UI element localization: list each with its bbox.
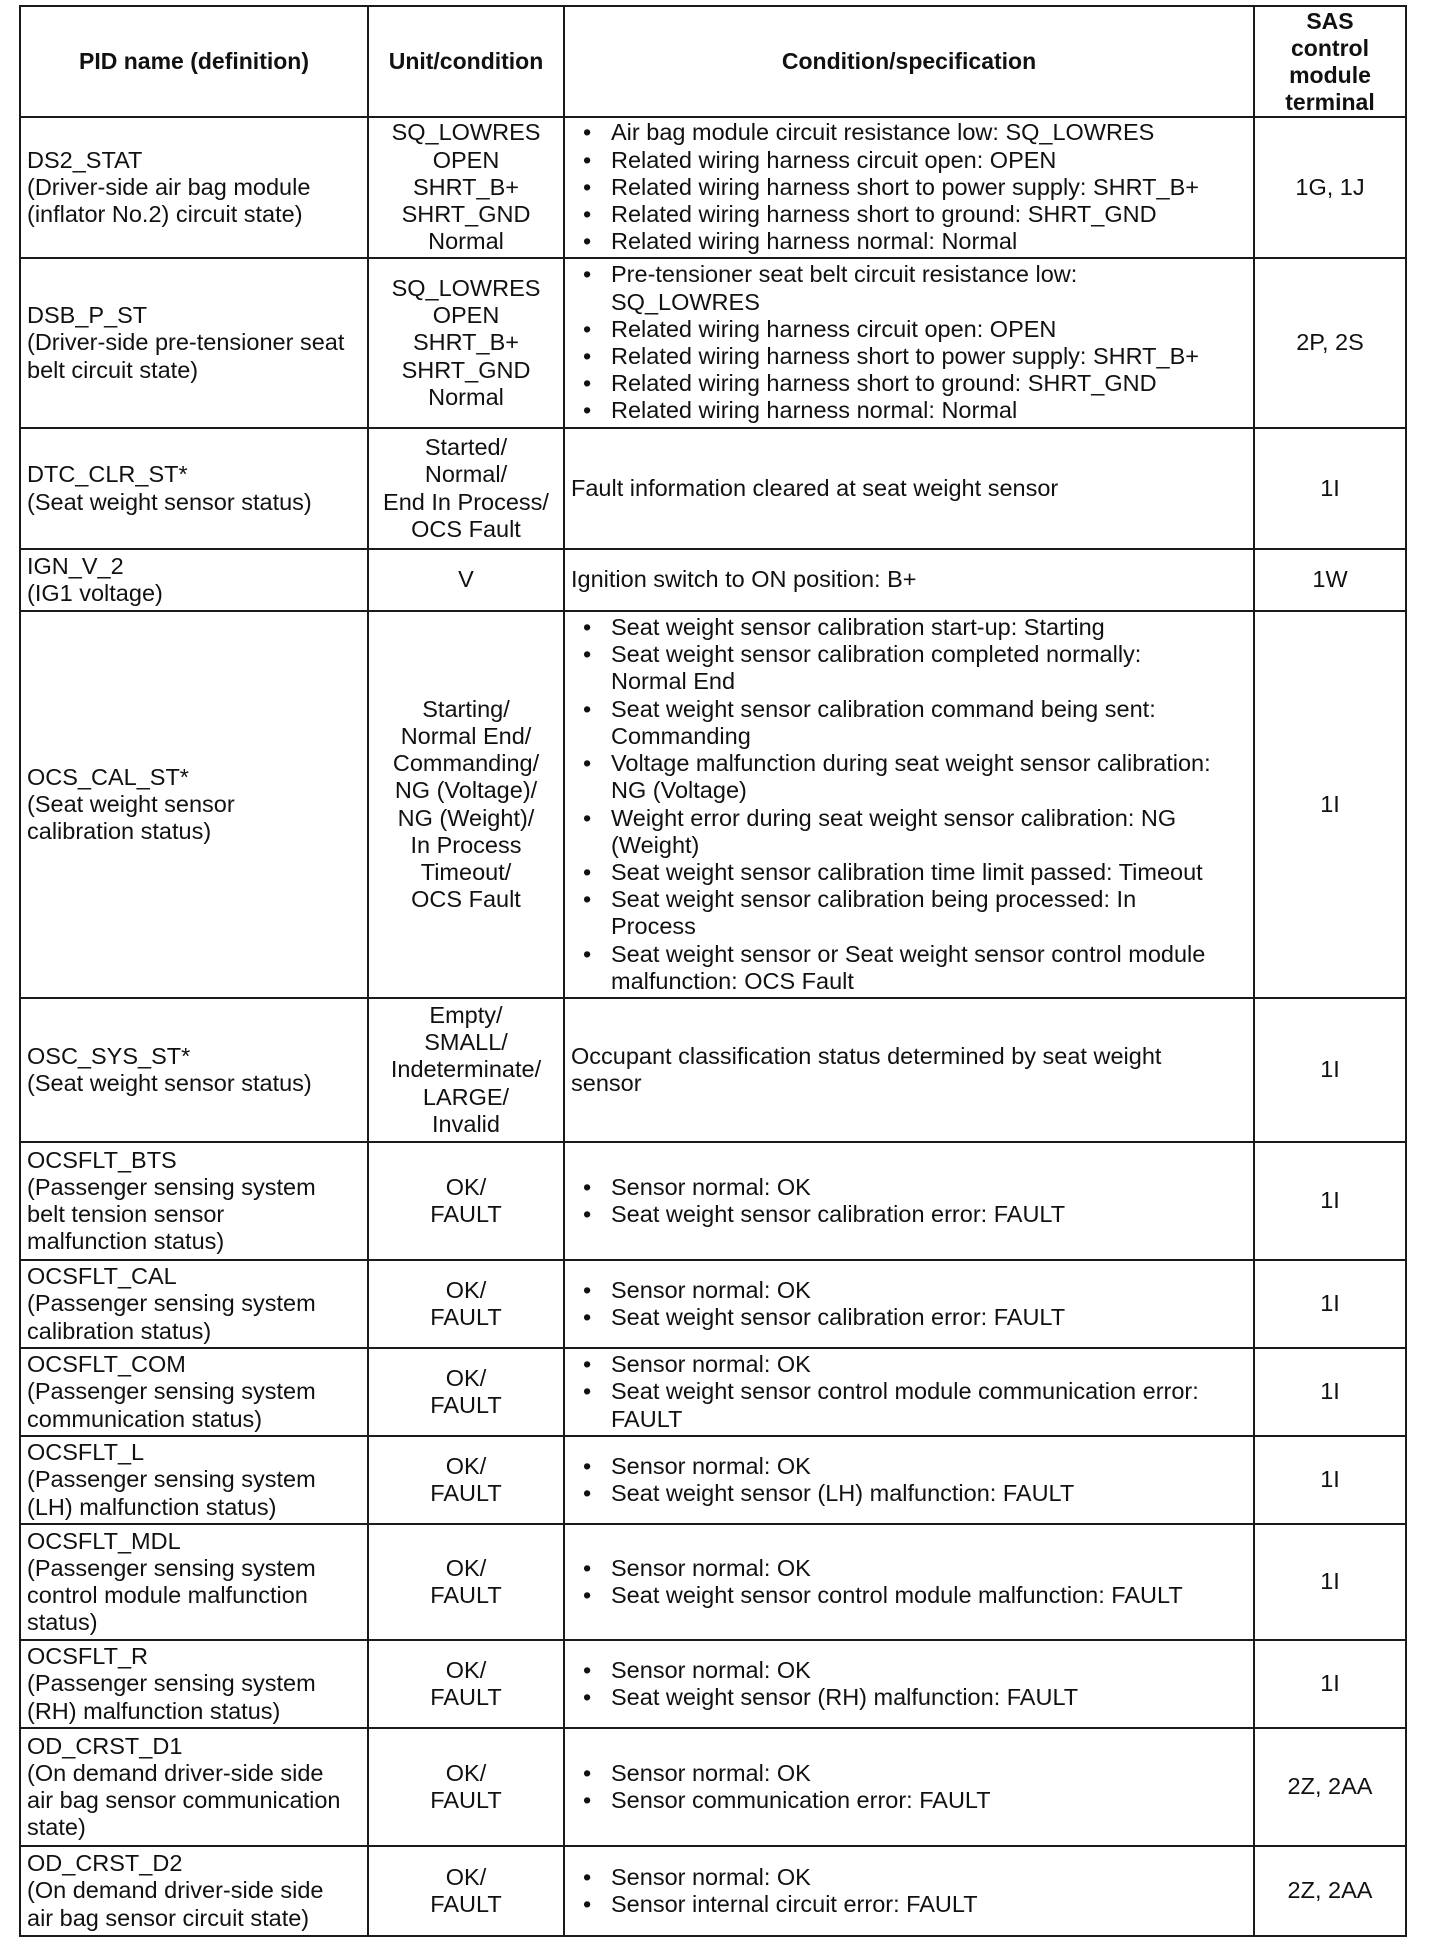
pid-specification-table <box>19 5 1407 1937</box>
condition-cell <box>564 1348 1254 1436</box>
condition-bullet <box>571 174 1253 201</box>
condition-text: • Seat weight sensor (RH) malfunction: FAULT <box>611 1684 1079 1710</box>
condition-text: • Related wiring harness normal: Normal <box>611 228 1018 255</box>
condition-text: • Sensor normal: OK <box>611 1452 811 1479</box>
condition-bullet <box>571 1684 1253 1711</box>
condition-bullet <box>571 750 1253 804</box>
condition-text: • Seat weight sensor calibration completed normally: <box>611 641 1142 668</box>
condition-bullet <box>571 1201 1253 1228</box>
condition-text: • Sensor normal: OK <box>611 1276 811 1303</box>
terminal-cell: 1I <box>1254 611 1406 998</box>
pid-definition: (Driver-side pre-tensioner seat <box>27 329 345 356</box>
condition-text: • Related wiring harness normal: Normal <box>611 397 1018 424</box>
condition-text: • Voltage malfunction during seat weight sensor calibration: <box>611 750 1211 777</box>
terminal-cell: 1I <box>1254 428 1406 549</box>
condition-text: • Seat weight sensor calibration command being sent: <box>611 695 1156 722</box>
table-row <box>20 1142 1406 1260</box>
unit-value: Normal End/ <box>400 722 532 749</box>
pid-name: DTC_CLR_ST* <box>27 461 188 488</box>
unit-cell <box>368 258 564 428</box>
pid-definition: (On demand driver-side side <box>27 1759 324 1786</box>
unit-value: Empty/ <box>429 1001 503 1028</box>
condition-cell <box>564 117 1254 258</box>
condition-text: • Related wiring harness short to power supply: SHRT_B+ <box>611 343 1200 369</box>
condition-bullet <box>571 1864 1253 1891</box>
pid-cell <box>20 1524 368 1640</box>
condition-text: sensor <box>571 1070 642 1096</box>
pid-definition: state) <box>27 1814 86 1841</box>
pid-definition: (Driver-side air bag module <box>27 173 311 200</box>
condition-text: • Seat weight sensor calibration error: FAULT <box>611 1201 1066 1227</box>
table-row <box>20 1640 1406 1728</box>
terminal-cell: 1I <box>1254 1142 1406 1260</box>
condition-text: • Related wiring harness circuit open: OPEN <box>611 146 1057 173</box>
condition-text: • Seat weight sensor calibration being processed: In <box>611 886 1137 913</box>
pid-definition: air bag sensor communication <box>27 1787 341 1813</box>
condition-text: NG (Voltage) <box>611 777 747 804</box>
condition-cell <box>564 428 1254 549</box>
condition-text: • Seat weight sensor control module communication error: <box>611 1378 1199 1405</box>
unit-value: OCS Fault <box>411 886 521 913</box>
condition-text: • Sensor normal: OK <box>611 1351 811 1378</box>
unit-cell <box>368 549 564 611</box>
condition-cell <box>564 1436 1254 1524</box>
pid-name: OCSFLT_L <box>27 1439 145 1466</box>
header-term-line: SAS <box>1306 7 1354 34</box>
unit-cell <box>368 1640 564 1728</box>
pid-definition: belt circuit state) <box>27 356 199 383</box>
pid-name: OCSFLT_CAL <box>27 1263 177 1290</box>
pid-definition: calibration status) <box>27 1317 212 1344</box>
terminal-cell: 1I <box>1254 1260 1406 1348</box>
unit-value: SQ_LOWRES <box>391 119 541 146</box>
condition-cell <box>564 1640 1254 1728</box>
table-row <box>20 1524 1406 1640</box>
condition-text: • Sensor communication error: FAULT <box>611 1787 991 1813</box>
unit-cell <box>368 611 564 998</box>
condition-bullet <box>571 1480 1253 1507</box>
condition-bullet <box>571 316 1253 343</box>
unit-value: SHRT_GND <box>401 356 531 383</box>
condition-text: • Related wiring harness short to ground: SHRT_GND <box>611 201 1157 228</box>
pid-name: OCSFLT_BTS <box>27 1146 177 1173</box>
unit-value: Timeout/ <box>420 858 512 885</box>
unit-value: FAULT <box>430 1480 502 1506</box>
condition-text: Occupant classification status determined by seat weight <box>571 1042 1162 1069</box>
condition-text: • Sensor normal: OK <box>611 1863 811 1890</box>
condition-bullet <box>571 941 1253 995</box>
condition-cell <box>564 998 1254 1142</box>
unit-value: FAULT <box>430 1392 502 1418</box>
terminal-cell: 1I <box>1254 1348 1406 1436</box>
condition-text: • Seat weight sensor calibration start-up: Starting <box>611 614 1105 641</box>
condition-text: • Sensor normal: OK <box>611 1656 811 1683</box>
unit-value: OK/ <box>445 1554 487 1581</box>
pid-name: OD_CRST_D2 <box>27 1850 183 1877</box>
condition-text: • Related wiring harness short to power supply: SHRT_B+ <box>611 173 1200 200</box>
unit-value: Starting/ <box>422 695 510 722</box>
table-row <box>20 117 1406 258</box>
terminal-cell: 1I <box>1254 1436 1406 1524</box>
terminal-cell: 1I <box>1254 1524 1406 1640</box>
condition-text: • Seat weight sensor calibration error: FAULT <box>611 1304 1066 1330</box>
pid-name: OCSFLT_MDL <box>27 1527 181 1554</box>
condition-text: malfunction: OCS Fault <box>611 967 854 994</box>
condition-bullet <box>571 641 1253 695</box>
unit-value: SHRT_B+ <box>412 173 519 200</box>
pid-definition: (On demand driver-side side <box>27 1877 324 1904</box>
unit-value: FAULT <box>430 1304 502 1330</box>
unit-cell <box>368 1436 564 1524</box>
table-row <box>20 428 1406 549</box>
terminal-cell: 1G, 1J <box>1254 117 1406 258</box>
condition-text: Fault information cleared at seat weight sensor <box>571 474 1059 501</box>
pid-cell <box>20 1728 368 1846</box>
condition-bullet <box>571 1891 1253 1918</box>
table-row <box>20 258 1406 428</box>
pid-cell <box>20 1260 368 1348</box>
condition-text: Ignition switch to ON position: B+ <box>571 566 917 593</box>
unit-value: Invalid <box>432 1110 500 1137</box>
pid-definition: (inflator No.2) circuit state) <box>27 201 303 228</box>
pid-definition: (Passenger sensing system <box>27 1466 316 1493</box>
terminal-cell: 2Z, 2AA <box>1254 1846 1406 1936</box>
condition-bullet <box>571 696 1253 750</box>
condition-text: • Seat weight sensor calibration time limit passed: Timeout <box>611 858 1203 885</box>
condition-text: • Related wiring harness circuit open: OPEN <box>611 315 1057 342</box>
condition-cell <box>564 1524 1254 1640</box>
condition-text: • Seat weight sensor or Seat weight sensor control module <box>611 940 1206 967</box>
unit-value: FAULT <box>430 1582 502 1608</box>
condition-text: • Pre-tensioner seat belt circuit resistance low: <box>611 261 1078 288</box>
table-row <box>20 1260 1406 1348</box>
unit-cell <box>368 1348 564 1436</box>
condition-bullet <box>571 343 1253 370</box>
pid-definition: calibration status) <box>27 818 212 845</box>
condition-bullet <box>571 614 1253 641</box>
condition-bullet <box>571 1174 1253 1201</box>
condition-text: • Sensor normal: OK <box>611 1554 811 1581</box>
header-term-line: control <box>1291 34 1369 61</box>
unit-cell <box>368 1524 564 1640</box>
unit-value: SMALL/ <box>424 1029 508 1056</box>
condition-bullet <box>571 147 1253 174</box>
pid-definition: (Passenger sensing system <box>27 1378 316 1405</box>
unit-cell <box>368 1728 564 1846</box>
unit-value: SHRT_B+ <box>412 329 519 356</box>
condition-text: Commanding <box>611 722 751 749</box>
pid-definition: (RH) malfunction status) <box>27 1697 281 1724</box>
pid-cell <box>20 998 368 1142</box>
unit-value: OK/ <box>445 1759 487 1786</box>
unit-cell <box>368 1260 564 1348</box>
pid-definition: (LH) malfunction status) <box>27 1493 277 1520</box>
unit-value: Indeterminate/ <box>390 1056 542 1083</box>
table-row <box>20 549 1406 611</box>
condition-text: FAULT <box>611 1405 683 1432</box>
unit-cell <box>368 428 564 549</box>
condition-bullet <box>571 228 1253 255</box>
condition-text: Normal End <box>611 668 736 695</box>
condition-cell <box>564 611 1254 998</box>
table-row <box>20 1436 1406 1524</box>
condition-text: • Seat weight sensor control module malfunction: FAULT <box>611 1582 1183 1608</box>
condition-bullet <box>571 1787 1253 1814</box>
condition-bullet <box>571 201 1253 228</box>
pid-definition: (Seat weight sensor status) <box>27 488 312 515</box>
condition-bullet <box>571 1582 1253 1609</box>
pid-definition: (Passenger sensing system <box>27 1173 316 1200</box>
condition-bullet <box>571 1304 1253 1331</box>
pid-definition: status) <box>27 1609 98 1636</box>
header-row <box>20 6 1406 117</box>
condition-text: • Sensor normal: OK <box>611 1759 811 1786</box>
condition-bullet <box>571 397 1253 424</box>
header-term-line: terminal <box>1285 88 1375 115</box>
table-body <box>20 117 1406 1936</box>
pid-definition: control module malfunction <box>27 1582 308 1608</box>
unit-value: SHRT_GND <box>401 201 531 228</box>
unit-value: OCS Fault <box>411 515 521 542</box>
unit-value: FAULT <box>430 1684 502 1710</box>
pid-name: OCSFLT_R <box>27 1643 148 1670</box>
pid-definition: communication status) <box>27 1405 263 1432</box>
unit-value: OK/ <box>445 1364 487 1391</box>
unit-cell <box>368 998 564 1142</box>
pid-cell <box>20 611 368 998</box>
unit-value: Normal/ <box>424 461 508 488</box>
condition-bullet <box>571 1453 1253 1480</box>
unit-value: LARGE/ <box>422 1083 510 1110</box>
unit-value: Commanding/ <box>392 750 540 777</box>
condition-bullet <box>571 1378 1253 1432</box>
condition-bullet <box>571 370 1253 397</box>
pid-definition: belt tension sensor <box>27 1201 225 1227</box>
unit-value: OPEN <box>432 146 500 173</box>
condition-cell <box>564 258 1254 428</box>
pid-definition: air bag sensor circuit state) <box>27 1904 310 1931</box>
condition-text: (Weight) <box>611 831 700 858</box>
terminal-cell: 1I <box>1254 998 1406 1142</box>
pid-name: IGN_V_2 <box>27 552 124 579</box>
pid-name: OCS_CAL_ST* <box>27 763 189 790</box>
unit-value: OK/ <box>445 1452 487 1479</box>
condition-text: • Weight error during seat weight sensor calibration: NG <box>611 804 1177 831</box>
unit-value: OK/ <box>445 1173 487 1200</box>
unit-value: Started/ <box>424 434 508 461</box>
pid-name: DSB_P_ST <box>27 302 148 329</box>
unit-value: OK/ <box>445 1863 487 1890</box>
condition-bullet <box>571 886 1253 940</box>
unit-cell <box>368 1142 564 1260</box>
unit-value: OK/ <box>445 1656 487 1683</box>
terminal-cell: 2Z, 2AA <box>1254 1728 1406 1846</box>
unit-cell <box>368 1846 564 1936</box>
pid-cell <box>20 1846 368 1936</box>
pid-name: OD_CRST_D1 <box>27 1732 183 1759</box>
condition-bullet <box>571 1657 1253 1684</box>
table-row <box>20 1728 1406 1846</box>
pid-definition: (Passenger sensing system <box>27 1670 316 1697</box>
header-unit-condition: Unit/condition <box>368 6 564 117</box>
condition-bullet <box>571 261 1253 315</box>
condition-cell <box>564 1728 1254 1846</box>
unit-value: In Process <box>410 831 522 858</box>
unit-value: OK/ <box>445 1276 487 1303</box>
unit-value: End In Process/ <box>383 488 549 515</box>
condition-text: SQ_LOWRES <box>611 288 760 315</box>
table-row <box>20 998 1406 1142</box>
pid-cell <box>20 258 368 428</box>
condition-text: • Seat weight sensor (LH) malfunction: FAULT <box>611 1480 1075 1506</box>
terminal-cell: 1W <box>1254 549 1406 611</box>
pid-name: OCSFLT_COM <box>27 1351 186 1378</box>
header-condition-specification: Condition/specification <box>564 6 1254 117</box>
condition-text: • Sensor normal: OK <box>611 1173 811 1200</box>
condition-text: Process <box>611 913 696 940</box>
condition-cell <box>564 549 1254 611</box>
pid-definition: malfunction status) <box>27 1228 225 1255</box>
pid-cell <box>20 1348 368 1436</box>
terminal-cell: 1I <box>1254 1640 1406 1728</box>
pid-cell <box>20 1142 368 1260</box>
condition-cell <box>564 1846 1254 1936</box>
condition-bullet <box>571 119 1253 146</box>
table-row <box>20 1846 1406 1936</box>
pid-definition: (Seat weight sensor <box>27 790 235 817</box>
header-term-line: module <box>1289 61 1371 88</box>
unit-value: FAULT <box>430 1891 502 1917</box>
table-row <box>20 1348 1406 1436</box>
condition-cell <box>564 1142 1254 1260</box>
pid-definition: (Seat weight sensor status) <box>27 1070 312 1096</box>
pid-name: DS2_STAT <box>27 146 143 173</box>
pid-cell <box>20 117 368 258</box>
pid-definition: (Passenger sensing system <box>27 1290 316 1317</box>
pid-cell <box>20 1640 368 1728</box>
condition-bullet <box>571 1760 1253 1787</box>
unit-value: SQ_LOWRES <box>391 274 541 301</box>
table-row <box>20 611 1406 998</box>
header-pid-name: PID name (definition) <box>20 6 368 117</box>
unit-value: FAULT <box>430 1787 502 1813</box>
unit-value: OPEN <box>432 302 500 329</box>
pid-definition: (Passenger sensing system <box>27 1554 316 1581</box>
pid-cell <box>20 428 368 549</box>
unit-value: NG (Voltage)/ <box>394 777 538 804</box>
condition-bullet <box>571 1351 1253 1378</box>
header-sas-terminal <box>1254 6 1406 117</box>
terminal-cell: 2P, 2S <box>1254 258 1406 428</box>
pid-definition: (IG1 voltage) <box>27 580 163 606</box>
unit-value: Normal <box>428 228 504 255</box>
condition-bullet <box>571 1555 1253 1582</box>
unit-value: FAULT <box>430 1201 502 1227</box>
unit-value: Normal <box>428 383 504 410</box>
unit-value: V <box>458 566 474 593</box>
condition-bullet <box>571 859 1253 886</box>
pid-name: OSC_SYS_ST* <box>27 1042 191 1069</box>
pid-cell <box>20 549 368 611</box>
condition-bullet <box>571 805 1253 859</box>
unit-value: NG (Weight)/ <box>397 804 535 831</box>
condition-cell <box>564 1260 1254 1348</box>
condition-bullet <box>571 1277 1253 1304</box>
condition-text: • Related wiring harness short to ground: SHRT_GND <box>611 370 1157 397</box>
condition-text: • Sensor internal circuit error: FAULT <box>611 1891 978 1917</box>
condition-text: • Air bag module circuit resistance low: SQ_LOWRES <box>611 119 1155 146</box>
pid-cell <box>20 1436 368 1524</box>
unit-cell <box>368 117 564 258</box>
